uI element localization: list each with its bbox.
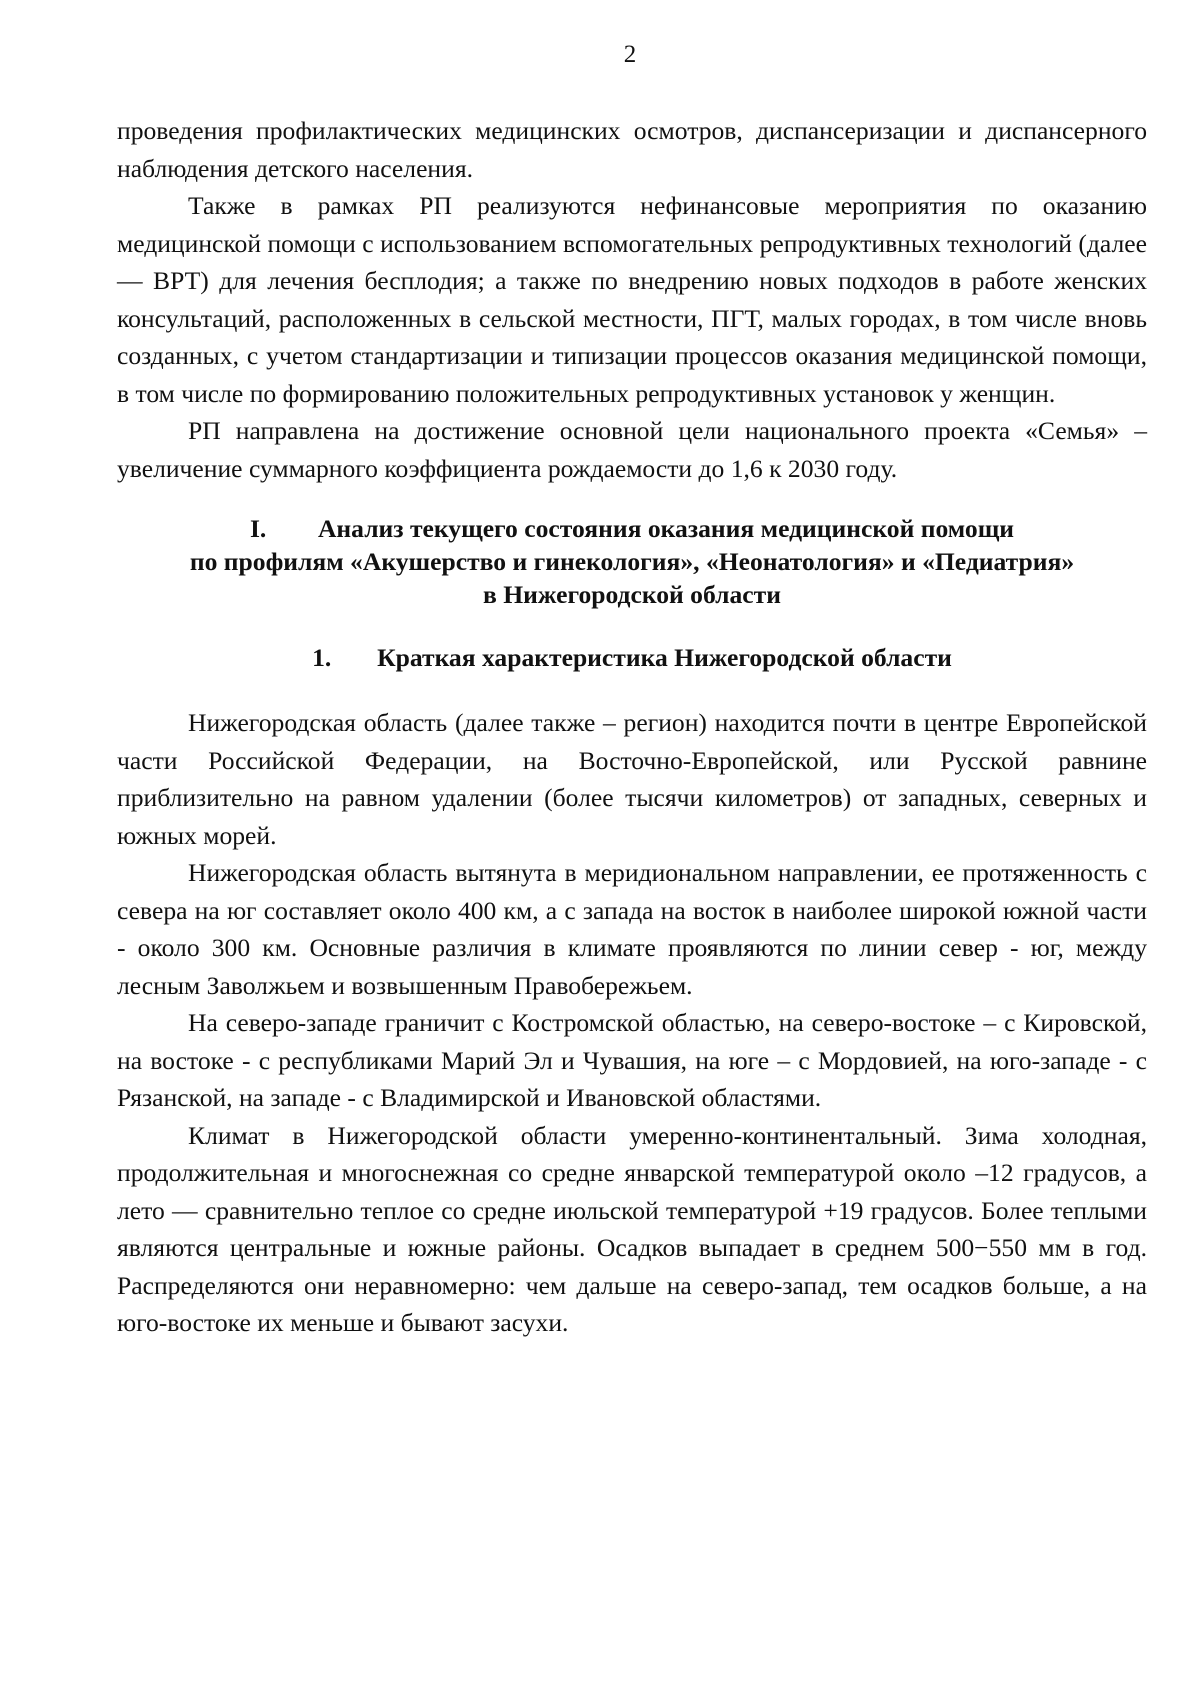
section-title-part-1: Анализ текущего состояния оказания медицинской помощи <box>317 514 1015 543</box>
page-number: 2 <box>623 41 637 68</box>
section-heading-line-1 <box>117 512 1147 545</box>
section-title-part-2: по профилям «Акушерство и гинекология», «Неонатология» и «Педиатрия» <box>189 547 1075 576</box>
paragraph-project-goal: РП направлена на достижение основной цели национального проекта «Семья» – увеличение суммарного коэффициента рождаемости до 1,6 к 2030 году. <box>117 416 1147 483</box>
document-body <box>117 112 1147 1342</box>
paragraph-location: Нижегородская область (далее также – регион) находится почти в центре Европейской части Российской Федерации, на Восточно-Европейской, или Русской равнине приблизительно на равном удалении (более тысячи километров) от западных, северных и южных морей. <box>117 708 1147 850</box>
section-title-part-3: в Нижегородской области <box>483 580 781 609</box>
paragraph-extent: Нижегородская область вытянута в меридиональном направлении, ее протяженность с севера на юг составляет около 400 км, а с запада на восток в наиболее широкой южной части - около 300 км. Основные различия в климате проявляются по линии север - юг, между лесным Заволжьем и возвышенным Правобережьем. <box>117 858 1147 1000</box>
subsection-heading <box>117 639 1147 676</box>
section-number: I. <box>249 514 267 543</box>
section-heading <box>117 512 1147 611</box>
paragraph-continuation: проведения профилактических медицинских осмотров, диспансеризации и диспансерного наблюдения детского населения. <box>117 116 1147 183</box>
paragraph-borders: На северо-западе граничит с Костромской областью, на северо-востоке – с Кировской, на востоке - с республиками Марий Эл и Чувашия, на юге – с Мордовией, на юго-западе - с Рязанской, на западе - с Владимирской и Ивановской областями. <box>117 1008 1147 1112</box>
paragraph-climate: Климат в Нижегородской области умеренно-континентальный. Зима холодная, продолжительная и многоснежная со средне январской температурой около –12 градусов, а лето — сравнительно теплое со средне июльской температурой +19 градусов. Более теплыми являются центральные и южные районы. Осадков выпадает в среднем 500−550 мм в год. Распределяются они неравномерно: чем дальше на северо-запад, тем осадков больше, а на юго-востоке их меньше и бывают засухи. <box>117 1120 1147 1337</box>
subsection-title: Краткая характеристика Нижегородской области <box>377 643 952 672</box>
subsection-number: 1. <box>312 643 332 672</box>
paragraph-non-financial-measures: Также в рамках РП реализуются нефинансовые мероприятия по оказанию медицинской помощи с использованием вспомогательных репродуктивных технологий (далее — ВРТ) для лечения бесплодия; а также по внедрению новых подходов в работе женских консультаций, расположенных в сельской местности, ПГТ, малых городах, в том числе вновь созданных, с учетом стандартизации и типизации процессов оказания медицинской помощи, в том числе по формированию положительных репродуктивных установок у женщин. <box>117 191 1147 408</box>
